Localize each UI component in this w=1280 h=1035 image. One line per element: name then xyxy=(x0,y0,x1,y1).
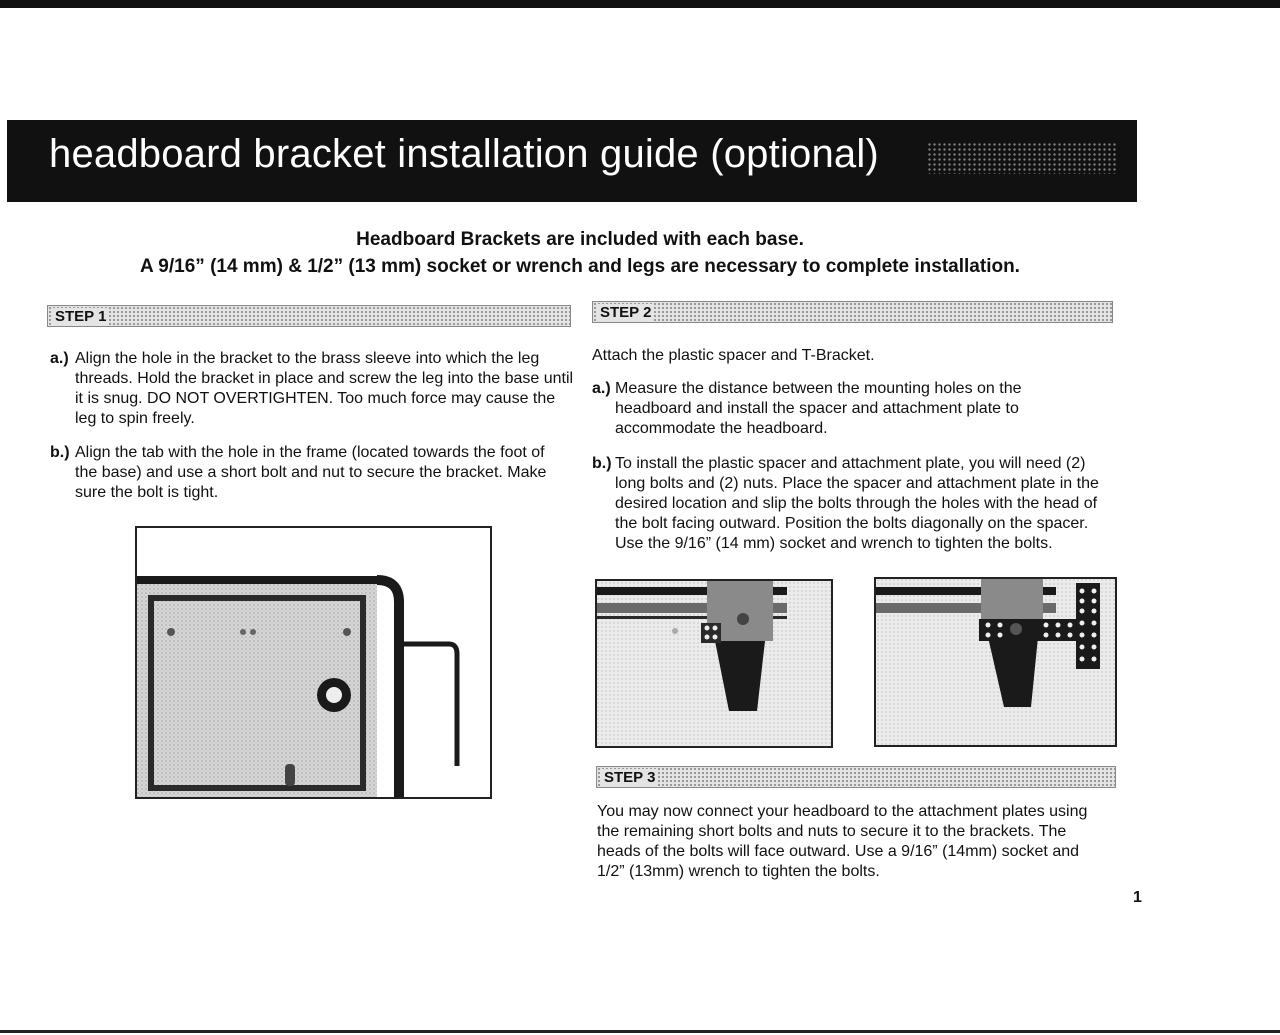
page-number: 1 xyxy=(1133,889,1142,906)
step2-b-marker: b.) xyxy=(592,455,612,472)
intro-line-2: A 9/16” (14 mm) & 1/2” (13 mm) socket or wrench and legs are necessary to complete installation. xyxy=(140,256,1020,277)
step1-b-marker: b.) xyxy=(50,444,70,461)
step1-b-text: Align the tab with the hole in the frame (located towards the foot of the base) and use a short bolt and nut to secure the bracket. Make sure the bolt is tight. xyxy=(75,444,547,501)
top-edge-bar xyxy=(0,0,1280,8)
step3-label: STEP 3 xyxy=(601,769,658,786)
step2-item-b xyxy=(592,454,1122,576)
step3-text: You may now connect your headboard to the attachment plates using the remaining short bolts and nuts to secure it to the brackets. The heads of the bolts will face outward. Use a 9/16” (14mm) socket and 1/2” (13mm) wrench to tighten the bolts. xyxy=(597,803,1088,880)
step2-intro: Attach the plastic spacer and T-Bracket. xyxy=(592,347,875,364)
step2-a-text: Measure the distance between the mounting holes on the headboard and install the spacer and attachment plate to accommodate the headboard. xyxy=(615,380,1022,437)
title-banner-texture xyxy=(927,142,1117,174)
intro-line-1: Headboard Brackets are included with each base. xyxy=(356,229,804,250)
step3-header xyxy=(596,766,1116,788)
step1-item-b xyxy=(50,443,575,505)
step1-item-a xyxy=(50,349,575,431)
page-title: headboard bracket installation guide (optional) xyxy=(49,132,879,176)
step1-a-marker: a.) xyxy=(50,350,69,367)
step2-b-text: To install the plastic spacer and attachment plate, you will need (2) long bolts and (2) nuts. Place the spacer and attachment plate in the desired location and slip the bolts through the holes with the head of the bolt facing outward. Position the bolts diagonally on the spacer. Use the 9/16” (14 mm) socket and wrench to tighten the bolts. xyxy=(615,455,1099,552)
step1-header xyxy=(47,305,571,327)
title-banner xyxy=(7,120,1137,202)
bracket-illustration xyxy=(137,528,490,797)
spacer-illustration xyxy=(597,581,831,746)
step1-label: STEP 1 xyxy=(52,308,109,325)
step2-spacer-photo xyxy=(595,579,833,748)
step2-header xyxy=(592,301,1113,323)
step2-a-marker: a.) xyxy=(592,380,611,397)
step2-label: STEP 2 xyxy=(597,304,654,321)
step2-tbracket-photo xyxy=(874,577,1117,747)
step1-bracket-photo xyxy=(135,526,492,799)
step2-item-a xyxy=(592,379,1117,441)
step1-a-text: Align the hole in the bracket to the brass sleeve into which the leg threads. Hold the bracket in place and screw the leg into the base until it is snug. DO NOT OVERTIGHTEN. Too much force may cause the leg to spin freely. xyxy=(75,350,574,427)
tbracket-illustration xyxy=(876,579,1115,745)
bottom-edge-line xyxy=(0,1030,1280,1033)
